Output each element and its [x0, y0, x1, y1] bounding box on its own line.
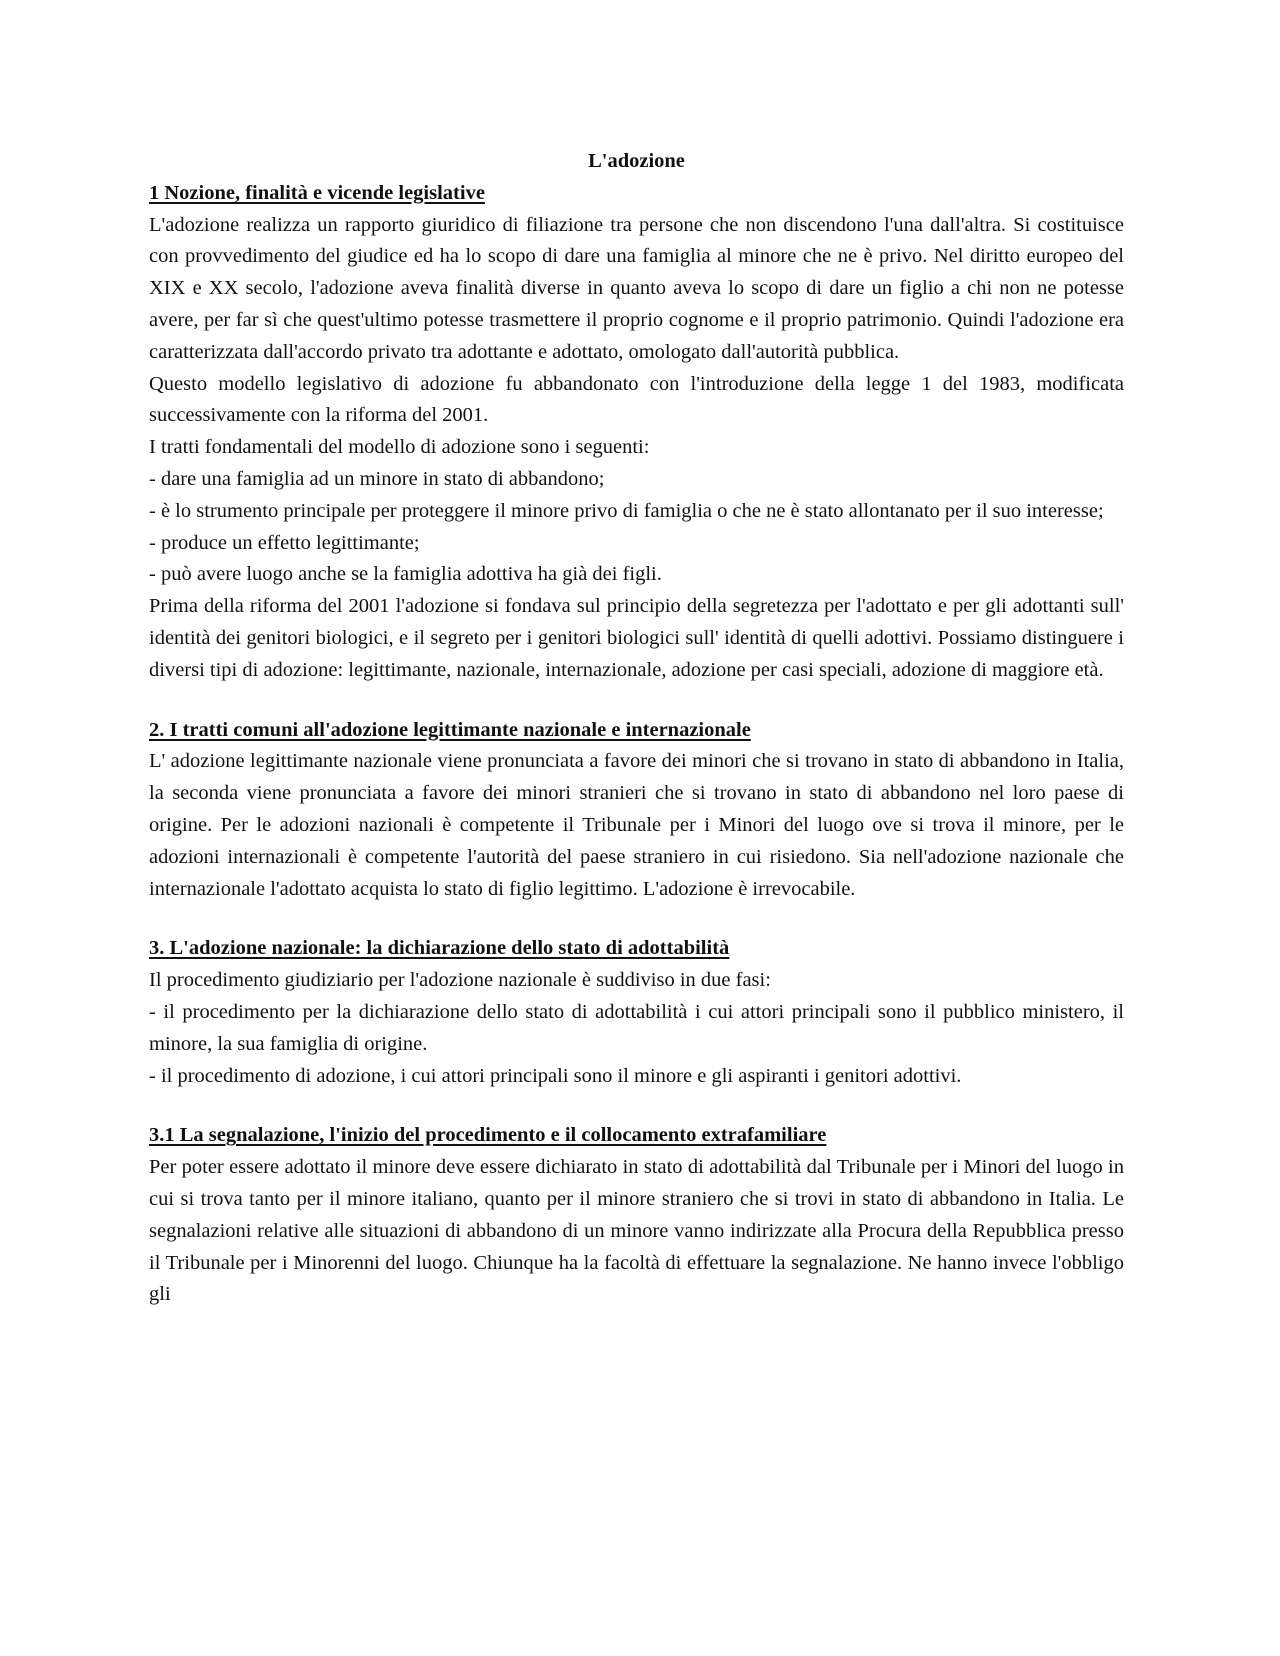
section-1-paragraph-4: Prima della riforma del 2001 l'adozione si fondava sul principio della segretezza per l'adottato e per gli adottanti sull' identità dei genitori biologici, e il segreto per i genitori biologici sull' identità di quelli adottivi. Possiamo distinguere i diversi tipi di adozione: legittimante, nazionale, internazionale, adozione per casi speciali, adozione di maggiore età. [149, 595, 1124, 681]
section-3-paragraph-1: Il procedimento giudiziario per l'adozione nazionale è suddiviso in due fasi: [149, 969, 771, 992]
section-1 [149, 178, 1124, 687]
document-page [149, 146, 1124, 1311]
section-1-heading: 1 Nozione, finalità e vicende legislative [149, 181, 485, 204]
section-1-bullet-2: - è lo strumento principale per proteggere il minore privo di famiglia o che ne è stato allontanato per il suo interesse; [149, 499, 1104, 522]
section-1-paragraph-2: Questo modello legislativo di adozione fu abbandonato con l'introduzione della legge 1 del 1983, modificata successivamente con la riforma del 2001. [149, 372, 1124, 427]
spacer [149, 1092, 1124, 1120]
document-title: L'adozione [588, 150, 685, 172]
spacer [149, 905, 1124, 933]
section-3-heading: 3. L'adozione nazionale: la dichiarazione dello stato di adottabilità [149, 937, 730, 960]
section-1-bullet-1: - dare una famiglia ad un minore in stato di abbandono; [149, 467, 605, 490]
section-3-bullet-1: - il procedimento per la dichiarazione dello stato di adottabilità i cui attori principali sono il pubblico ministero, il minore, la sua famiglia di origine. [149, 1000, 1124, 1055]
section-3-1-heading: 3.1 La segnalazione, l'inizio del procedimento e il collocamento extrafamiliare [149, 1124, 827, 1147]
spacer [149, 687, 1124, 715]
section-1-paragraph-3: I tratti fondamentali del modello di adozione sono i seguenti: [149, 436, 650, 459]
section-2-heading: 2. I tratti comuni all'adozione legittimante nazionale e internazionale [149, 718, 751, 741]
section-2 [149, 715, 1124, 906]
section-3-1 [149, 1120, 1124, 1311]
section-3 [149, 933, 1124, 1092]
section-1-paragraph-1: L'adozione realizza un rapporto giuridico di filiazione tra persone che non discendono l'una dall'altra. Si costituisce con provvedimento del giudice ed ha lo scopo di dare una famiglia al minore che ne è privo. Nel diritto europeo del XIX e XX secolo, l'adozione aveva finalità diverse in quanto aveva lo scopo di dare un figlio a chi non ne potesse avere, per far sì che quest'ultimo potesse trasmettere il proprio cognome e il proprio patrimonio. Quindi l'adozione era caratterizzata dall'accordo privato tra adottante e adottato, omologato dall'autorità pubblica. [149, 213, 1124, 363]
section-1-bullet-4: - può avere luogo anche se la famiglia adottiva ha già dei figli. [149, 563, 662, 586]
section-1-bullet-3: - produce un effetto legittimante; [149, 531, 420, 554]
section-2-paragraph-1: L' adozione legittimante nazionale viene pronunciata a favore dei minori che si trovano in stato di abbandono in Italia, la seconda viene pronunciata a favore dei minori stranieri che si trovano in stato di abbandono nel loro paese di origine. Per le adozioni nazionali è competente il Tribunale per i Minori del luogo ove si trova il minore, per le adozioni internazionali è competente l'autorità del paese straniero in cui risiedono. Sia nell'adozione nazionale che internazionale l'adottato acquista lo stato di figlio legittimo. L'adozione è irrevocabile. [149, 750, 1124, 900]
section-3-bullet-2: - il procedimento di adozione, i cui attori principali sono il minore e gli aspiranti i genitori adottivi. [149, 1064, 962, 1087]
section-3-1-paragraph-1: Per poter essere adottato il minore deve essere dichiarato in stato di adottabilità dal Tribunale per i Minori del luogo in cui si trova tanto per il minore italiano, quanto per il minore straniero che si trovi in stato di abbandono in Italia. Le segnalazioni relative alle situazioni di abbandono di un minore vanno indirizzate alla Procura della Repubblica presso il Tribunale per i Minorenni del luogo. Chiunque ha la facoltà di effettuare la segnalazione. Ne hanno invece l'obbligo gli [149, 1156, 1124, 1306]
